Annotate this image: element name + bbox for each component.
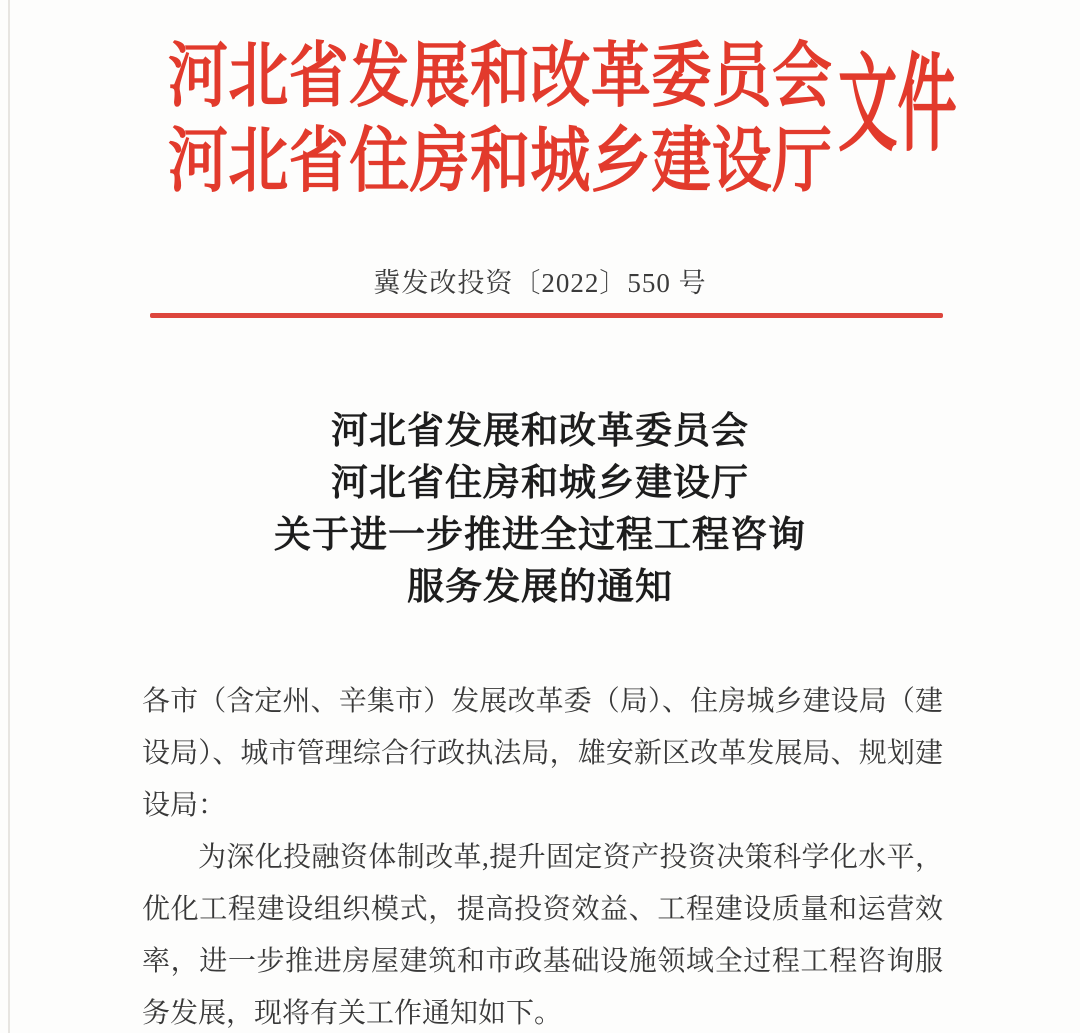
document-reference-number: 冀发改投资〔2022〕550 号 [373, 268, 707, 298]
red-divider-line [150, 313, 943, 318]
document-body [142, 676, 943, 1033]
recipients-line-1: 各市（含定州、辛集市）发展改革委（局）、住房城乡建设局（建 [142, 686, 943, 717]
title-line-1: 河北省发展和改革委员会 [331, 411, 749, 452]
recipients-line-2: 设局）、城市管理综合行政执法局，雄安新区改革发展局、规划建 [142, 738, 943, 769]
paragraph-line-4: 务发展，现将有关工作通知如下。 [142, 998, 563, 1029]
paragraph-line-1: 为深化投融资体制改革,提升固定资产投资决策科学化水平， [198, 842, 943, 873]
issuing-agencies [168, 34, 832, 204]
title-line-2: 河北省住房和城乡建设厅 [331, 463, 749, 504]
document-marker-wenjian: 文件 [838, 47, 957, 164]
paragraph-line-2: 优化工程建设组织模式，提高投资效益、工程建设质量和运营效 [142, 894, 943, 925]
title-line-4: 服务发展的通知 [407, 567, 673, 608]
paragraph-line-3: 率，进一步推进房屋建筑和市政基础设施领域全过程工程咨询服 [142, 946, 943, 977]
title-line-3: 关于进一步推进全过程工程咨询 [274, 515, 806, 556]
agency-name-line-1: 河北省发展和改革委员会 [168, 37, 832, 116]
document-title [140, 406, 940, 614]
agency-name-line-2: 河北省住房和城乡建设厅 [168, 122, 832, 201]
recipients-line-3: 设局： [142, 790, 227, 821]
scan-edge-artifact [8, 0, 10, 1033]
